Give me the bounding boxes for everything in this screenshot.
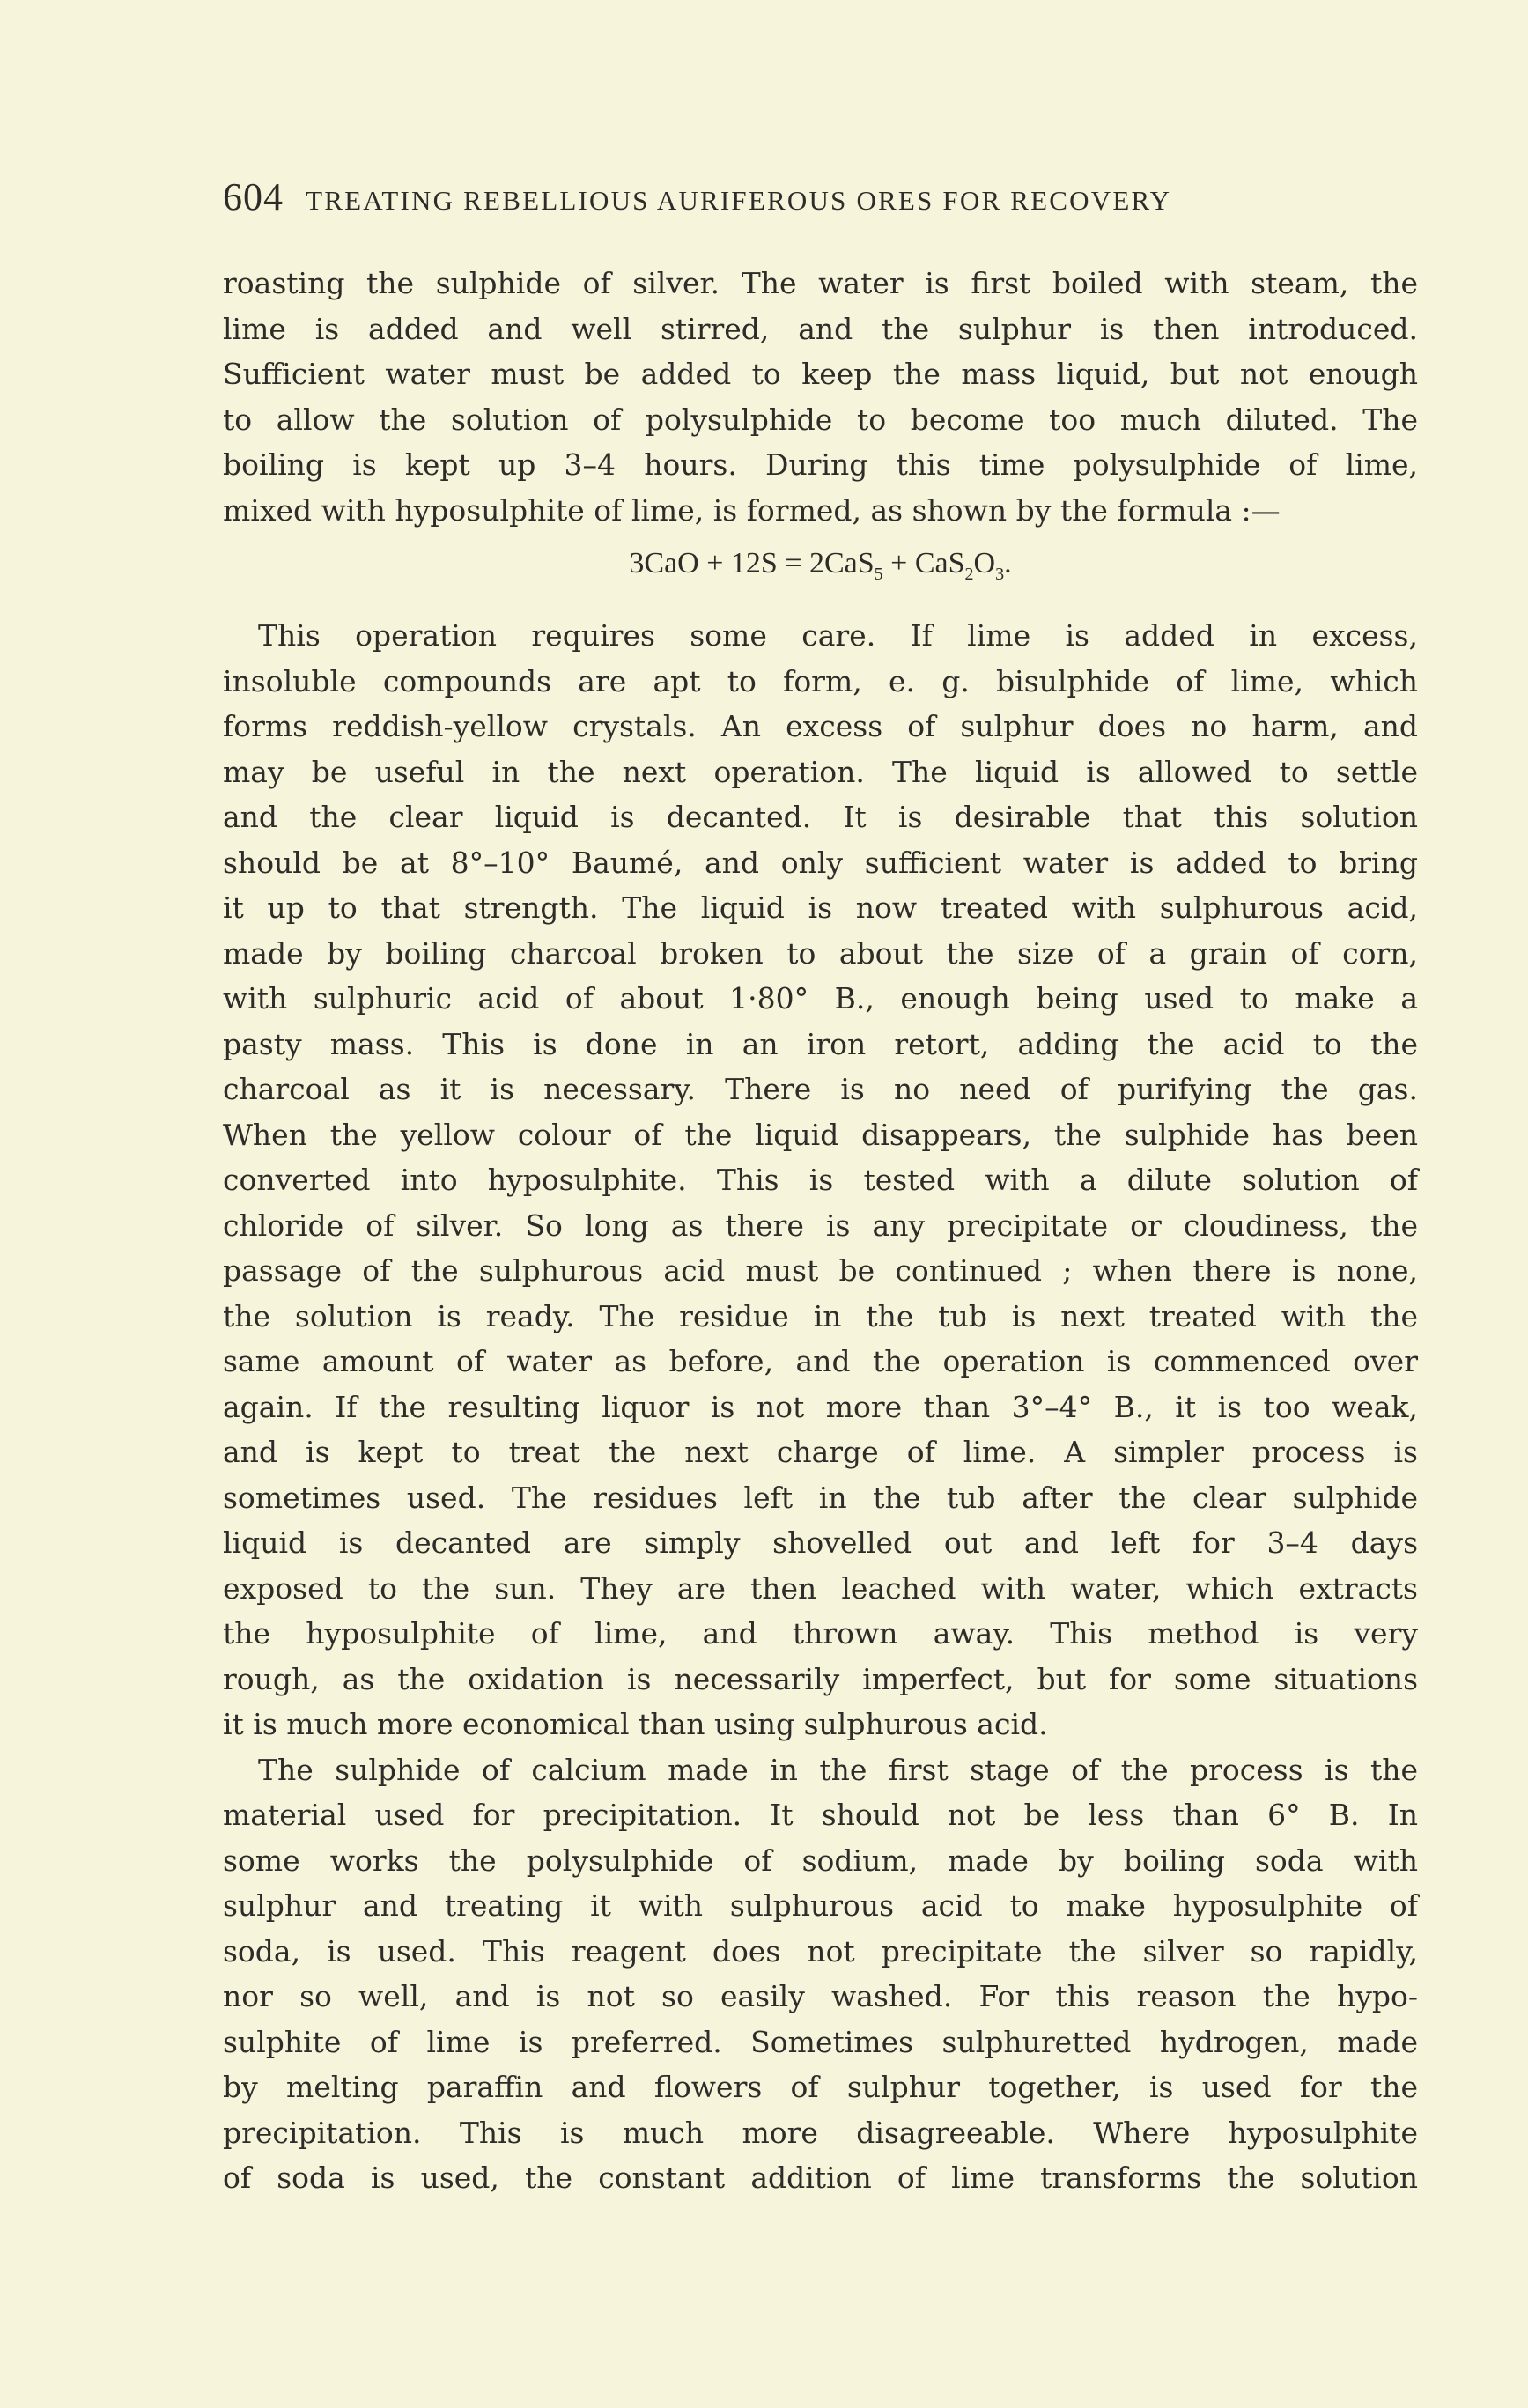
text-line: chloride of silver. So long as there is any precipitate or cloudiness, the <box>223 1208 1418 1243</box>
text-line: forms reddish-yellow crystals. An excess of sulphur does no harm, and <box>223 709 1418 743</box>
text-after-formula <box>223 613 1418 2201</box>
formula-part: + CaS <box>882 547 965 580</box>
text-line: it up to that strength. The liquid is now treated with sulphurous acid, <box>223 890 1418 925</box>
text-line: insoluble compounds are apt to form, e. g. bisulphide of lime, which <box>223 663 1418 698</box>
text-line: The sulphide of calcium made in the first stage of the process is the <box>258 1752 1418 1787</box>
text-line: it is much more economical than using sulphurous acid. <box>223 1707 1048 1741</box>
chemical-formula <box>223 533 1418 613</box>
text-line: charcoal as it is necessary. There is no need of purifying the gas. <box>223 1072 1418 1106</box>
text-line: material used for precipitation. It should not be less than 6° B. In <box>223 1798 1418 1832</box>
text-line: When the yellow colour of the liquid disappears, the sulphide has been <box>223 1117 1418 1152</box>
paragraph <box>223 613 1418 1747</box>
text-line: sulphur and treating it with sulphurous acid to make hyposulphite of <box>223 1888 1418 1923</box>
page-number: 604 <box>223 175 284 218</box>
text-line: and is kept to treat the next charge of lime. A simpler process is <box>223 1435 1418 1469</box>
formula-part: . <box>1004 547 1012 580</box>
paragraph <box>223 1747 1418 2201</box>
text-line: exposed to the sun. They are then leached with water, which extracts <box>223 1570 1418 1606</box>
formula-subscript: 3 <box>995 564 1005 584</box>
text-line: pasty mass. This is done in an iron retort, adding the acid to the <box>223 1026 1418 1061</box>
text-line: passage of the sulphurous acid must be continued ; when there is none, <box>223 1253 1418 1288</box>
text-line: boiling is kept up 3–4 hours. During this time polysulphide of lime, <box>223 447 1418 482</box>
text-line: some works the polysulphide of sodium, made by boiling soda with <box>223 1843 1418 1878</box>
formula-subscript: 2 <box>964 564 974 584</box>
text-line: the hyposulphite of lime, and thrown away. This method is very <box>223 1616 1418 1651</box>
text-line: lime is added and well stirred, and the sulphur is then introduced. <box>223 311 1418 346</box>
text-line: again. If the resulting liquor is not more than 3°–4° B., it is too weak, <box>223 1389 1418 1424</box>
formula-subscript: 5 <box>874 564 883 584</box>
running-header <box>223 174 1421 219</box>
text-line: by melting paraffin and flowers of sulphur together, is used for the <box>223 2070 1418 2104</box>
formula-part: O <box>973 547 996 580</box>
formula-lhs: 3CaO + 12S = 2CaS <box>629 547 875 580</box>
text-line: Sufficient water must be added to keep the mass liquid, but not enough <box>223 357 1418 391</box>
text-before-formula <box>223 261 1418 533</box>
text-line: of soda is used, the constant addition of lime transforms the solution <box>223 2161 1418 2195</box>
text-line: same amount of water as before, and the operation is commenced over <box>223 1344 1418 1378</box>
text-line: sometimes used. The residues left in the tub after the clear sulphide <box>223 1480 1418 1515</box>
text-line: should be at 8°–10° Baumé, and only sufficient water is added to bring <box>223 845 1418 880</box>
text-line: roasting the sulphide of silver. The water is first boiled with steam, the <box>223 266 1418 300</box>
text-line: mixed with hyposulphite of lime, is formed, as shown by the formula :— <box>223 492 1281 528</box>
text-line: precipitation. This is much more disagreeable. Where hyposulphite <box>223 2115 1418 2150</box>
text-line: rough, as the oxidation is necessarily imperfect, but for some situations <box>223 1661 1418 1696</box>
body-text <box>223 261 1418 2201</box>
text-line: made by boiling charcoal broken to about the size of a grain of corn, <box>223 935 1418 971</box>
text-line: with sulphuric acid of about 1·80° B., enough being used to make a <box>223 981 1418 1016</box>
text-line: may be useful in the next operation. The liquid is allowed to settle <box>223 754 1418 789</box>
text-line: to allow the solution of polysulphide to become too much diluted. The <box>223 402 1418 437</box>
text-line: liquid is decanted are simply shovelled out and left for 3–4 days <box>223 1525 1418 1560</box>
text-line: and the clear liquid is decanted. It is desirable that this solution <box>223 800 1418 834</box>
text-line: This operation requires some care. If lime is added in excess, <box>258 618 1418 653</box>
text-line: nor so well, and is not so easily washed. For this reason the hypo- <box>223 1979 1418 2013</box>
running-title: TREATING REBELLIOUS AURIFEROUS ORES FOR RECOVERY <box>306 185 1172 216</box>
text-line: converted into hyposulphite. This is tested with a dilute solution of <box>223 1163 1418 1197</box>
text-line: the solution is ready. The residue in the tub is next treated with the <box>223 1298 1418 1333</box>
text-line: sulphite of lime is preferred. Sometimes sulphuretted hydrogen, made <box>223 2024 1418 2059</box>
text-line: soda, is used. This reagent does not precipitate the silver so rapidly, <box>223 1933 1418 1969</box>
paragraph <box>223 261 1418 533</box>
